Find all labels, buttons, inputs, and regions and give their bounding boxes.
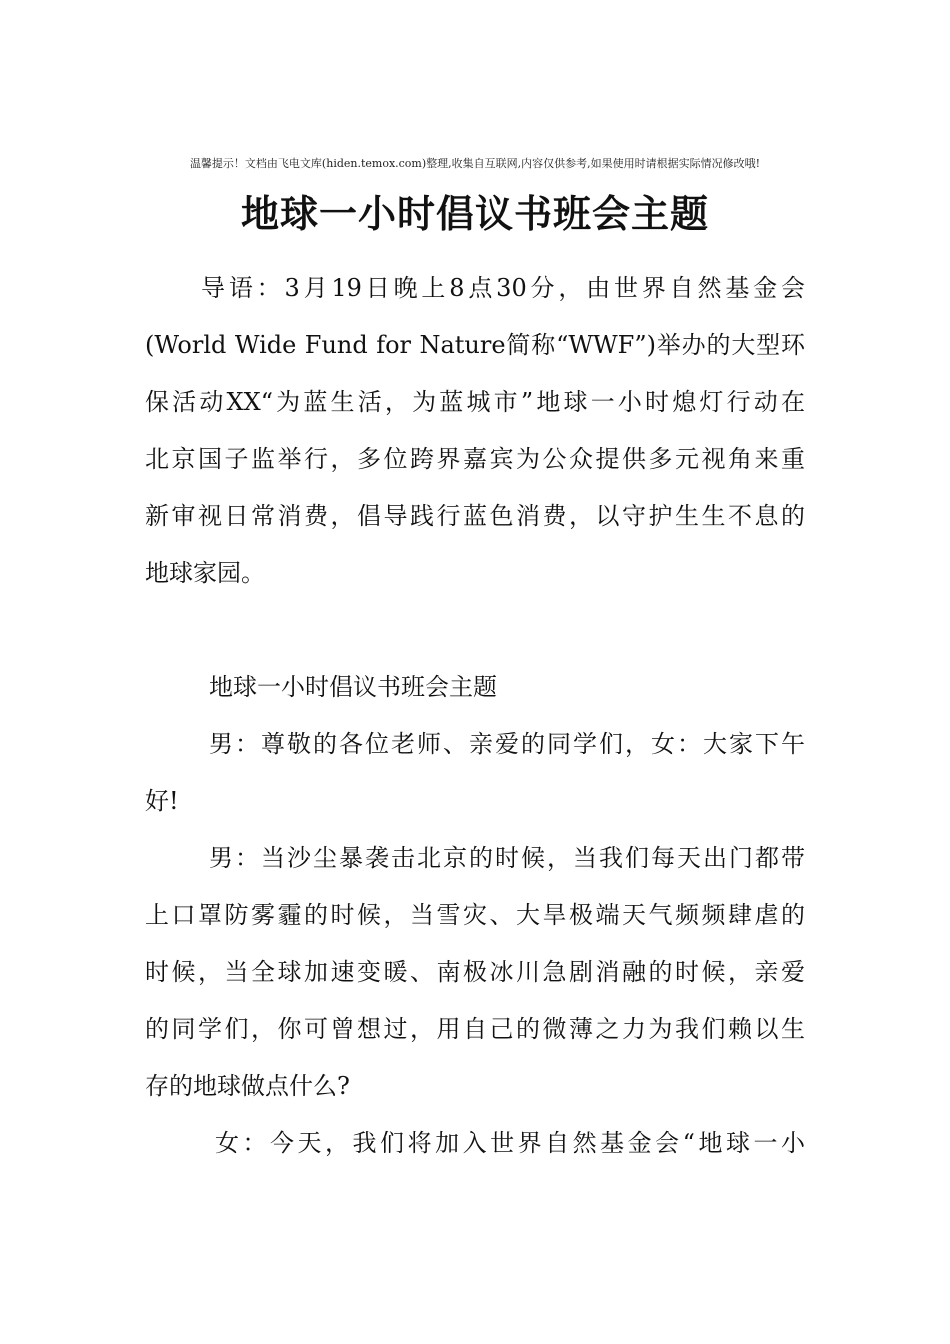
intro-line: 保活动XX“为蓝生活，为蓝城市”地球一小时熄灯行动在 xyxy=(145,388,805,416)
document-title: 地球一小时倡议书班会主题 xyxy=(240,192,709,236)
intro-line: (World Wide Fund for Nature简称“WWF”)举办的大型环 xyxy=(145,331,805,359)
dialogue-line: 上口罩防雾霾的时候，当雪灾、大旱极端天气频频肆虐的 xyxy=(145,901,805,929)
dialogue-line: 好! xyxy=(145,787,179,815)
disclaimer-notice: 温馨提示！文档由飞电文库(hiden.temox.com)整理,收集自互联网,内容仅供参考,如果使用时请根据实际情况修改哦! xyxy=(189,157,761,170)
dialogue-line: 女：今天，我们将加入世界自然基金会“地球一小 xyxy=(215,1129,805,1157)
intro-line: 北京国子监举行，多位跨界嘉宾为公众提供多元视角来重 xyxy=(145,445,805,473)
dialogue-line: 的同学们，你可曾想过，用自己的微薄之力为我们赖以生 xyxy=(145,1015,805,1043)
intro-line: 地球家园。 xyxy=(145,559,265,587)
dialogue-line: 男：尊敬的各位老师、亲爱的同学们，女：大家下午 xyxy=(209,730,805,758)
dialogue-line: 时候，当全球加速变暖、南极冰川急剧消融的时候，亲爱 xyxy=(145,958,805,986)
intro-line: 新审视日常消费，倡导践行蓝色消费，以守护生生不息的 xyxy=(145,502,805,530)
document-body xyxy=(145,260,805,1172)
paragraph-gap xyxy=(145,602,805,659)
dialogue-line: 存的地球做点什么? xyxy=(145,1072,350,1100)
intro-line: 导语：3月19日晚上8点30分，由世界自然基金会 xyxy=(201,274,805,302)
section-subtitle: 地球一小时倡议书班会主题 xyxy=(209,673,497,701)
dialogue-line: 男：当沙尘暴袭击北京的时候，当我们每天出门都带 xyxy=(209,844,805,872)
